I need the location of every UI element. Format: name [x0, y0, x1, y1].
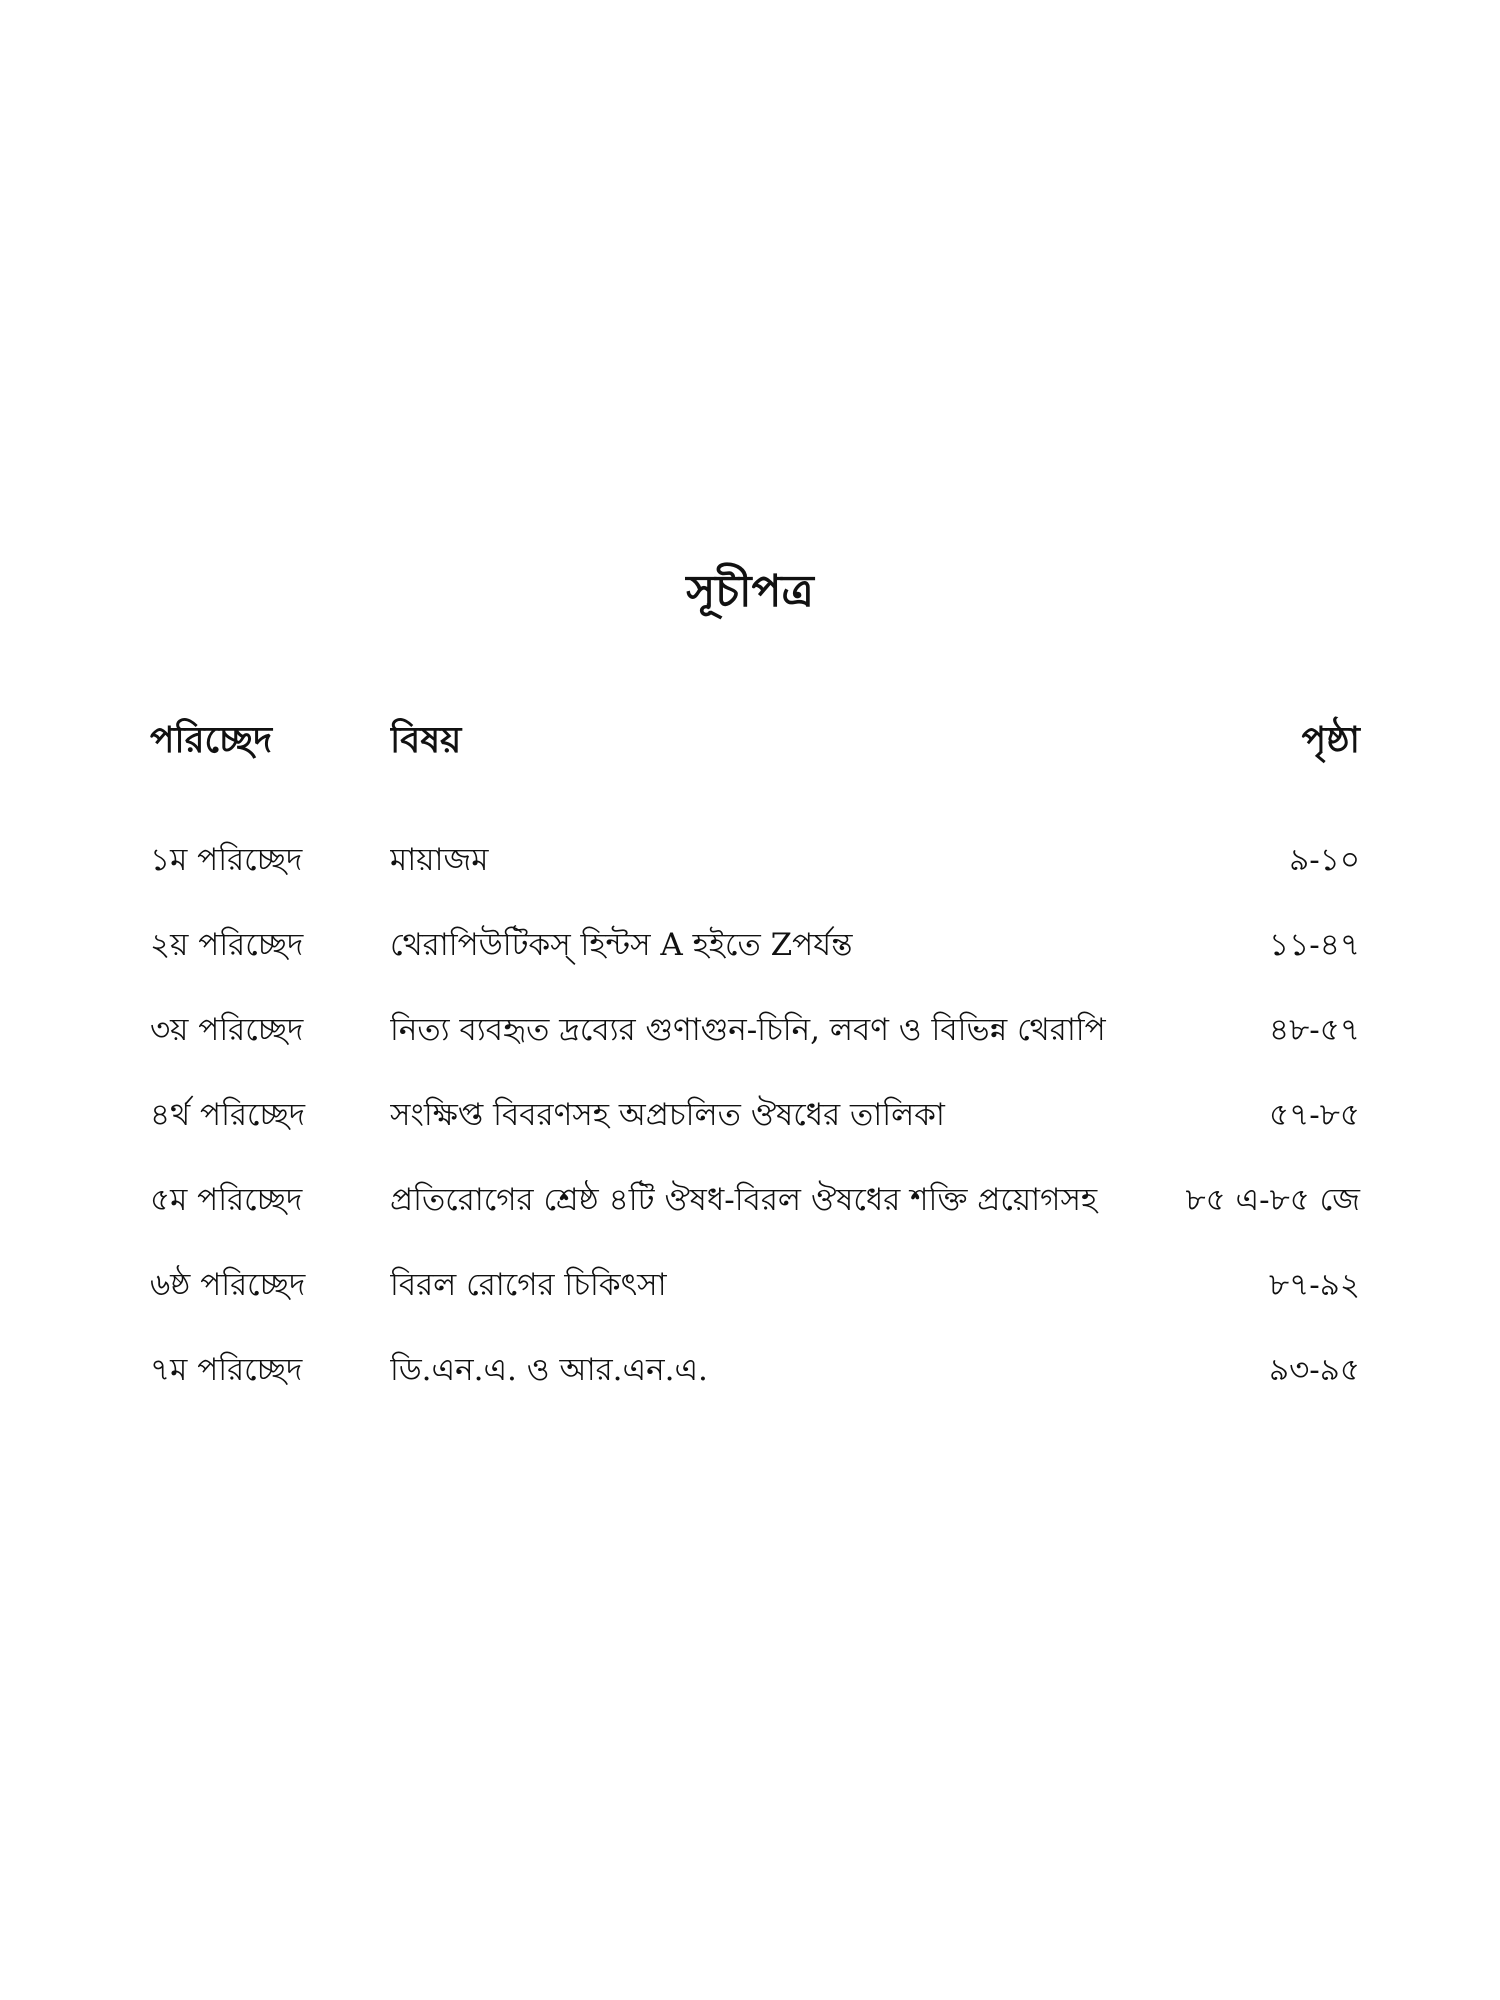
page-range: ৯-১০ — [1289, 842, 1360, 878]
page-range: ৯৩-৯৫ — [1269, 1352, 1360, 1388]
page-range: ৮৫ এ-৮৫ জে — [1185, 1182, 1360, 1218]
chapter-label: ১ম পরিচ্ছেদ — [150, 842, 303, 878]
chapter-topic: থেরাপিউটিকস্ হিন্টস A হইতে Zপর্যন্ত — [390, 927, 853, 963]
chapter-topic: সংক্ষিপ্ত বিবরণসহ অপ্রচলিত ঔষধের তালিকা — [390, 1097, 945, 1133]
chapter-label: ২য় পরিচ্ছেদ — [150, 927, 304, 963]
topic-column-header: বিষয় — [390, 719, 462, 761]
page-column-header: পৃষ্ঠা — [1301, 719, 1360, 761]
chapter-topic: নিত্য ব্যবহৃত দ্রব্যের গুণাগুন-চিনি, লবণ ও বিভিন্ন থেরাপি — [390, 1012, 1106, 1048]
chapter-topic: ডি.এন.এ. ও আর.এন.এ. — [390, 1352, 708, 1388]
chapter-label: ৭ম পরিচ্ছেদ — [150, 1352, 303, 1388]
chapter-topic: মায়াজম — [390, 842, 489, 878]
chapter-label: ৫ম পরিচ্ছেদ — [150, 1182, 303, 1218]
chapter-topic: বিরল রোগের চিকিৎসা — [390, 1267, 667, 1303]
toc-row — [150, 832, 1360, 892]
toc-row — [150, 1342, 1360, 1402]
toc-row — [150, 917, 1360, 977]
chapter-topic: প্রতিরোগের শ্রেষ্ঠ ৪টি ঔষধ-বিরল ঔষধের শক্তি প্রয়োগসহ — [390, 1182, 1098, 1218]
page-range: ৪৮-৫৭ — [1269, 1012, 1360, 1048]
chapter-column-header: পরিচ্ছেদ — [150, 719, 272, 761]
toc-row — [150, 1002, 1360, 1062]
toc-row — [150, 1172, 1360, 1232]
page-range: ১১-৪৭ — [1269, 927, 1360, 963]
chapter-label: ৪র্থ পরিচ্ছেদ — [150, 1097, 306, 1133]
chapter-label: ৩য় পরিচ্ছেদ — [150, 1012, 304, 1048]
toc-row — [150, 1087, 1360, 1147]
page-range: ৮৭-৯২ — [1268, 1267, 1360, 1303]
page-title: সূচীপত্র — [686, 566, 814, 617]
toc-row — [150, 1257, 1360, 1317]
toc-header-row — [150, 713, 1360, 773]
chapter-label: ৬ষ্ঠ পরিচ্ছেদ — [150, 1267, 306, 1303]
page-range: ৫৭-৮৫ — [1269, 1097, 1360, 1133]
